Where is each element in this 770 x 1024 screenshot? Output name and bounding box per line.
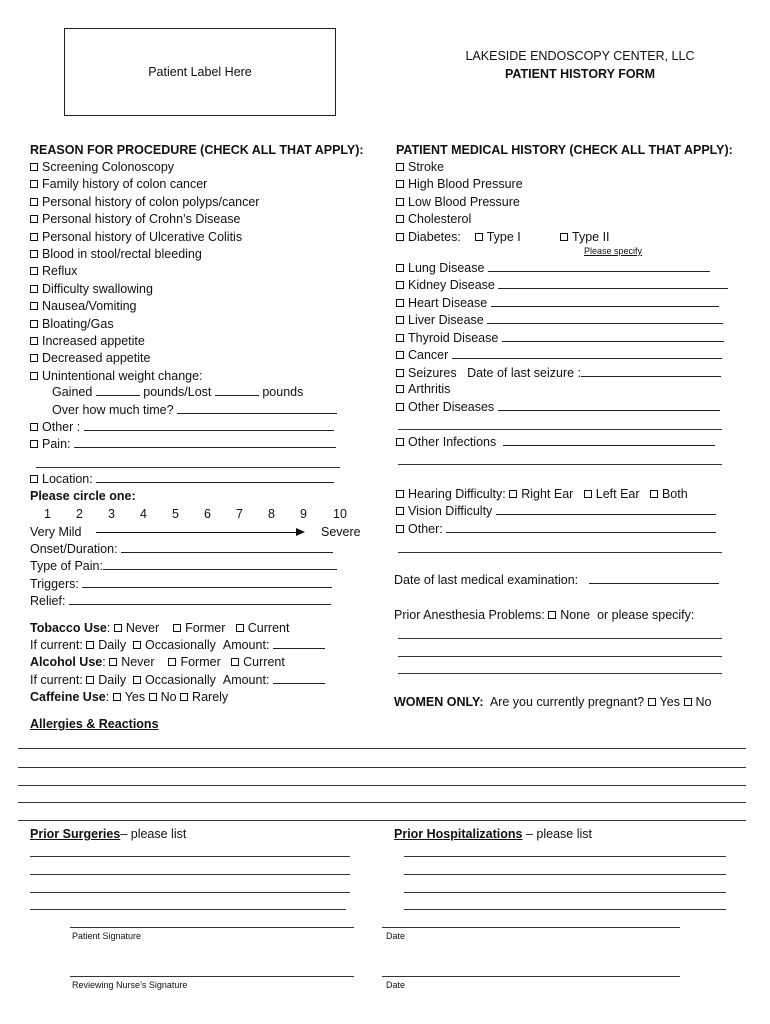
hbp-row: High Blood Pressure xyxy=(396,176,523,193)
checkbox[interactable] xyxy=(30,337,38,345)
reason-item xyxy=(30,263,77,280)
reason-item-label: Bloating/Gas xyxy=(42,316,114,331)
disease-row-liver xyxy=(396,312,723,329)
checkbox[interactable] xyxy=(396,163,404,171)
allergies-line-3[interactable] xyxy=(18,785,746,786)
pain-scale-number[interactable]: 2 xyxy=(76,507,83,521)
arrow-right-icon xyxy=(296,528,305,536)
surgeries-heading: Prior Surgeries– please list xyxy=(30,827,187,841)
checkbox[interactable] xyxy=(30,250,38,258)
pain-scale-number[interactable]: 9 xyxy=(300,507,307,521)
patient-date-line[interactable] xyxy=(382,927,680,928)
disease-label: Cancer xyxy=(408,348,449,362)
alcohol-current-row: If current: Daily Occasionally Amount: xyxy=(30,672,325,689)
surgeries-line-1[interactable] xyxy=(30,856,350,857)
checkbox[interactable] xyxy=(396,438,404,446)
reason-item xyxy=(30,194,259,211)
reason-item xyxy=(30,281,153,298)
alcohol-amount-field[interactable] xyxy=(273,672,325,684)
reason-other-field[interactable] xyxy=(84,419,334,431)
reason-item xyxy=(30,211,240,228)
anesthesia-line-3[interactable] xyxy=(398,673,722,674)
reason-item-label: Reflux xyxy=(42,264,78,279)
medical-heading: PATIENT MEDICAL HISTORY (CHECK ALL THAT APPLY): xyxy=(396,143,733,157)
allergies-line-5[interactable] xyxy=(18,820,746,821)
reason-item xyxy=(30,298,137,315)
pain-scale-number[interactable]: 4 xyxy=(140,507,147,521)
checkbox[interactable] xyxy=(180,693,188,701)
medical-other-field[interactable] xyxy=(446,521,716,533)
reason-item-label: Nausea/Vomiting xyxy=(42,299,137,314)
checkbox[interactable] xyxy=(396,264,404,272)
reason-item-label: Family history of colon cancer xyxy=(42,177,208,192)
disease-row-thyroid xyxy=(396,330,724,347)
checkbox[interactable] xyxy=(396,215,404,223)
checkbox[interactable] xyxy=(584,490,592,498)
form-title: PATIENT HISTORY FORM xyxy=(504,67,655,81)
onset-row: Onset/Duration: xyxy=(30,541,333,558)
checkbox[interactable] xyxy=(30,267,38,275)
severity-arrow-line xyxy=(96,532,296,533)
checkbox[interactable] xyxy=(560,233,568,241)
pain-scale-number[interactable]: 10 xyxy=(333,507,347,521)
cholesterol-row: Cholesterol xyxy=(396,211,471,228)
reason-item-label: Personal history of Ulcerative Colitis xyxy=(42,229,243,244)
reason-item xyxy=(30,333,145,350)
checkbox[interactable] xyxy=(30,475,38,483)
severe-label: Severe xyxy=(321,525,361,539)
disease-label: Lung Disease xyxy=(408,261,485,275)
disease-label: Thyroid Disease xyxy=(408,331,499,345)
checkbox[interactable] xyxy=(684,698,692,706)
disease-field[interactable] xyxy=(452,347,722,359)
reason-item-label: Screening Colonoscopy xyxy=(42,160,175,174)
anesthesia-row: Prior Anesthesia Problems: None or please specify: xyxy=(394,608,695,622)
reason-item-label: Blood in stool/rectal bleeding xyxy=(42,247,202,261)
location-field[interactable] xyxy=(96,471,334,483)
medical-other-line-2[interactable] xyxy=(398,552,722,553)
checkbox[interactable] xyxy=(396,490,404,498)
last-exam-field[interactable] xyxy=(589,572,719,584)
weight-time-row: Over how much time? xyxy=(52,402,337,419)
hospitalizations-line-4[interactable] xyxy=(404,909,726,910)
checkbox[interactable] xyxy=(149,693,157,701)
caffeine-row: Caffeine Use: Yes No Rarely xyxy=(30,690,229,704)
alcohol-row: Alcohol Use: Never Former Current xyxy=(30,655,285,669)
hearing-row: Hearing Difficulty: Right Ear Left Ear Both xyxy=(396,486,688,503)
disease-row-cancer xyxy=(396,347,722,364)
seizure-date-field[interactable] xyxy=(581,365,721,377)
pain-scale-number[interactable]: 3 xyxy=(108,507,115,521)
checkbox[interactable] xyxy=(396,180,404,188)
nurse-signature-line[interactable] xyxy=(70,976,354,977)
disease-row-lung xyxy=(396,260,710,277)
checkbox[interactable] xyxy=(396,198,404,206)
triggers-field[interactable] xyxy=(82,576,332,588)
checkbox[interactable] xyxy=(109,658,117,666)
reason-item xyxy=(30,176,207,193)
checkbox[interactable] xyxy=(396,385,404,393)
tobacco-row: Tobacco Use: Never Former Current xyxy=(30,621,290,635)
checkbox[interactable] xyxy=(30,285,38,293)
anesthesia-line-2[interactable] xyxy=(398,656,722,657)
reason-item-label: Difficulty swallowing xyxy=(42,281,153,296)
checkbox[interactable] xyxy=(396,316,404,324)
weight-time-field[interactable] xyxy=(177,402,337,414)
allergies-heading: Allergies & Reactions xyxy=(30,717,159,731)
checkbox[interactable] xyxy=(396,507,404,515)
disease-label: Kidney Disease xyxy=(408,278,495,292)
checkbox[interactable] xyxy=(86,641,94,649)
checkbox[interactable] xyxy=(396,525,404,533)
reason-item-label: Personal history of Crohn’s Disease xyxy=(42,212,241,227)
very-mild-label: Very Mild xyxy=(30,525,82,539)
other-infections-line-2[interactable] xyxy=(398,464,722,465)
onset-field[interactable] xyxy=(121,541,333,553)
checkbox[interactable] xyxy=(509,490,517,498)
checkbox[interactable] xyxy=(30,180,38,188)
circle-one-label: Please circle one: xyxy=(30,489,136,503)
patient-signature-line[interactable] xyxy=(70,927,354,928)
type-pain-field[interactable] xyxy=(103,558,337,570)
checkbox[interactable] xyxy=(30,198,38,206)
checkbox[interactable] xyxy=(650,490,658,498)
checkbox[interactable] xyxy=(30,215,38,223)
vision-field[interactable] xyxy=(496,503,716,515)
checkbox[interactable] xyxy=(30,354,38,362)
vision-row: Vision Difficulty xyxy=(396,503,716,520)
checkbox[interactable] xyxy=(133,676,141,684)
allergies-line-4[interactable] xyxy=(18,802,746,803)
org-name: LAKESIDE ENDOSCOPY CENTER, LLC xyxy=(465,49,695,63)
checkbox[interactable] xyxy=(114,624,122,632)
checkbox[interactable] xyxy=(30,233,38,241)
checkbox[interactable] xyxy=(30,423,38,431)
patient-label-text: Patient Label Here xyxy=(148,65,252,79)
reason-item xyxy=(30,368,203,385)
checkbox[interactable] xyxy=(113,693,121,701)
last-exam-row: Date of last medical examination: xyxy=(394,572,719,589)
reason-item xyxy=(30,350,150,367)
hospitalizations-line-1[interactable] xyxy=(404,856,726,857)
other-diseases-row: Other Diseases xyxy=(396,399,720,416)
pain-scale-number[interactable]: 1 xyxy=(44,507,51,521)
pain-row: Pain: xyxy=(30,436,336,453)
checkbox[interactable] xyxy=(30,163,38,171)
disease-field[interactable] xyxy=(488,260,710,272)
checkbox[interactable] xyxy=(236,624,244,632)
arthritis-row: Arthritis xyxy=(396,381,450,398)
relief-row: Relief: xyxy=(30,593,331,610)
disease-field[interactable] xyxy=(487,312,723,324)
checkbox[interactable] xyxy=(173,624,181,632)
seizures-row: Seizures Date of last seizure : xyxy=(396,365,721,382)
checkbox[interactable] xyxy=(86,676,94,684)
anesthesia-line-1[interactable] xyxy=(398,638,722,639)
reason-item xyxy=(30,229,242,246)
weight-gained-row: Gained pounds/Lost pounds xyxy=(52,385,304,399)
checkbox[interactable] xyxy=(396,233,404,241)
reason-heading: REASON FOR PROCEDURE (CHECK ALL THAT APPLY): xyxy=(30,143,364,157)
checkbox[interactable] xyxy=(396,334,404,342)
checkbox[interactable] xyxy=(396,351,404,359)
stroke-row: Stroke xyxy=(396,159,444,176)
patient-date-label: Date xyxy=(386,931,406,941)
triggers-row: Triggers: xyxy=(30,576,332,593)
disease-row-kidney xyxy=(396,277,728,294)
hospitalizations-line-3[interactable] xyxy=(404,892,726,893)
checkbox[interactable] xyxy=(648,698,656,706)
pain-scale-number[interactable]: 6 xyxy=(204,507,211,521)
checkbox[interactable] xyxy=(396,299,404,307)
medical-other-row: Other: xyxy=(396,521,716,538)
pain-line-2[interactable] xyxy=(36,467,340,468)
reason-other-row: Other : xyxy=(30,419,334,436)
other-diseases-line-2[interactable] xyxy=(398,429,722,430)
relief-field[interactable] xyxy=(69,593,331,605)
surgeries-line-3[interactable] xyxy=(30,892,350,893)
lbp-row: Low Blood Pressure xyxy=(396,194,520,211)
checkbox[interactable] xyxy=(30,440,38,448)
nurse-signature-label: Reviewing Nurse’s Signature xyxy=(72,980,188,990)
checkbox[interactable] xyxy=(30,320,38,328)
nurse-date-label: Date xyxy=(386,980,406,990)
checkbox[interactable] xyxy=(231,658,239,666)
diabetes-row: Diabetes: Type I xyxy=(396,229,521,246)
pain-field[interactable] xyxy=(74,436,336,448)
reason-item-label: Unintentional weight change: xyxy=(42,368,203,383)
checkbox[interactable] xyxy=(396,403,404,411)
pain-scale-number[interactable]: 5 xyxy=(172,507,179,521)
other-infections-row: Other Infections xyxy=(396,434,715,451)
please-specify-note: Please specify xyxy=(584,246,643,256)
checkbox[interactable] xyxy=(548,611,556,619)
pain-scale-number[interactable]: 8 xyxy=(268,507,275,521)
disease-field[interactable] xyxy=(502,330,724,342)
nurse-date-line[interactable] xyxy=(382,976,680,977)
hospitalizations-heading: Prior Hospitalizations – please list xyxy=(394,827,592,841)
patient-signature-label: Patient Signature xyxy=(72,931,142,941)
pain-scale-number[interactable]: 7 xyxy=(236,507,243,521)
women-only-row: WOMEN ONLY: Are you currently pregnant? Yes No xyxy=(394,695,712,709)
patient-label-box xyxy=(64,28,336,116)
type2-row: Type II xyxy=(560,229,610,246)
allergies-line-1[interactable] xyxy=(18,748,746,749)
other-infections-field[interactable] xyxy=(503,434,715,446)
allergies-line-2[interactable] xyxy=(18,767,746,768)
tobacco-current-row: If current: Daily Occasionally Amount: xyxy=(30,637,325,654)
reason-item xyxy=(30,316,114,333)
tobacco-amount-field[interactable] xyxy=(273,637,325,649)
disease-field[interactable] xyxy=(498,277,728,289)
disease-field[interactable] xyxy=(491,295,719,307)
checkbox[interactable] xyxy=(396,369,404,377)
checkbox[interactable] xyxy=(396,281,404,289)
reason-item xyxy=(30,246,202,263)
reason-item xyxy=(30,159,174,176)
checkbox[interactable] xyxy=(30,372,38,380)
location-row: Location: xyxy=(30,471,334,488)
hospitalizations-line-2[interactable] xyxy=(404,874,726,875)
checkbox[interactable] xyxy=(30,302,38,310)
surgeries-line-2[interactable] xyxy=(30,874,350,875)
other-diseases-field[interactable] xyxy=(498,399,720,411)
reason-item-label: Decreased appetite xyxy=(42,351,151,366)
checkbox[interactable] xyxy=(168,658,176,666)
reason-item-label: Personal history of colon polyps/cancer xyxy=(42,194,260,209)
surgeries-line-4[interactable] xyxy=(30,909,346,910)
type-pain-row: Type of Pain: xyxy=(30,558,337,575)
checkbox[interactable] xyxy=(133,641,141,649)
checkbox[interactable] xyxy=(475,233,483,241)
disease-row-heart xyxy=(396,295,719,312)
reason-item-label: Increased appetite xyxy=(42,334,145,348)
disease-label: Heart Disease xyxy=(408,296,488,310)
disease-label: Liver Disease xyxy=(408,313,484,327)
